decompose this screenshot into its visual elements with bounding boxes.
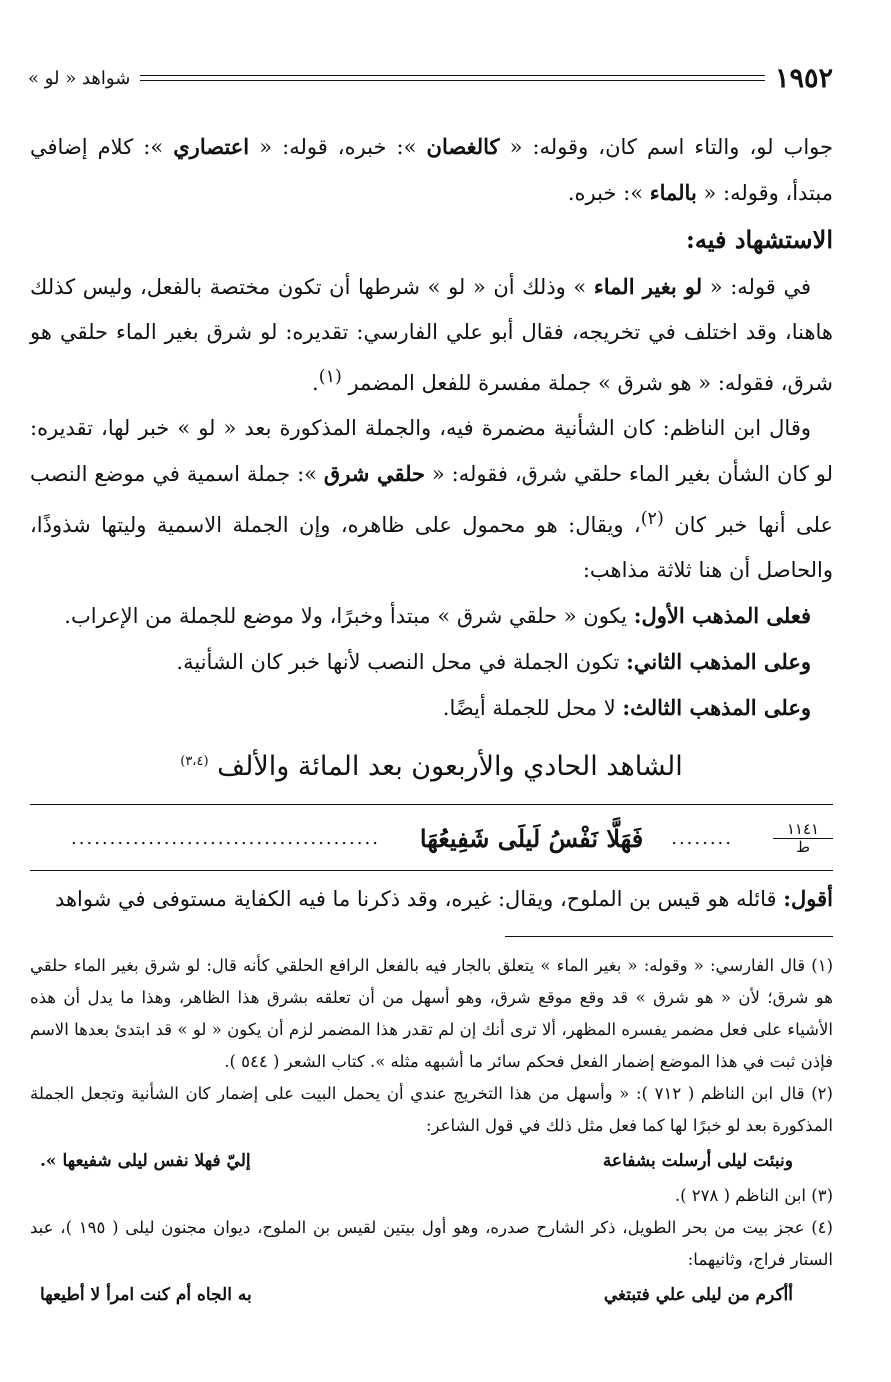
header-rule [140,75,765,81]
page-number: ١٩٥٢ [774,62,833,94]
verse-second-half: به الجاه أم كنت امرأ لا أطيعها [40,1285,252,1305]
footnote-3: (٣) ابن الناظم ( ٢٧٨ ). [674,1186,833,1205]
footnote-4-verse [30,1276,833,1314]
section-heading: الاستشهاد فيه: [686,225,833,254]
paragraph-2: في قوله: « لو بغير الماء » وذلك أن « لو » شرطها أن تكون مختصة بالفعل، وليس كذلك هاهنا، وقد اختلف في تخريجه، فقال أبو علي الفارسي: تقديره: لو شرق بغير الماء حلقي هو شرق، فقوله: « هو شرق » جملة مفسرة للفعل المضمر $^{(١)}$. [30,274,833,395]
verse-number: ١١٤١ ط [773,821,833,856]
footnote-1: (١) قال الفارسي: « وقوله: « بغير الماء » يتعلق بالجار فيه بالفعل الرافع الحلقي كأنه قال: لو شرق بغير الماء حلقي هو شرق؛ لأن « هو شرق » قد وقع موقع شرق، وهو أسهل من أن تعلقه بشرق هذا الظاهر، وهذا ما يدل أن هذه الأشياء على فعل مضمر يفسره المظهر، ألا ترى أنك إن لم تقدر هذا المضمر لزم أن يكون « لو » قد ابتدئ بعدها الاسم فإذن ثبت في هذا الموضع إضمار الفعل فحكم سائر ما أشبهه مثله ». كتاب الشعر ( ٥٤٤ ). [30,956,833,1071]
verse-text: فَهَلَّا نَفْسُ لَيلَى شَفِيعُهَا [419,823,644,853]
witness-footnote-refs: (٣،٤) [180,754,209,769]
verse-first-half: أأكرم من ليلى علي فتبتغي [603,1285,793,1305]
footnote-2-verse [30,1142,833,1180]
madhhab-1: فعلى المذهب الأول: يكون « حلقي شرق » مبتدأ وخبرًا، ولا موضع للجملة من الإعراب. [64,603,811,628]
page-header [28,58,833,98]
paragraph-3: وقال ابن الناظم: كان الشأنية مضمرة فيه، والجملة المذكورة بعد « لو » خبر لها، تقديره: لو كان الشأن بغير الماء حلقي شرق، فقوله: « حلقي شرق »: جملة اسمية في موضع النصب على أنها خبر كان $^{(٢)}$، ويقال: هو محمول على ظاهره، وإن الجملة الاسمية وليتها شذوذًا، والحاصل أن هنا ثلاثة مذاهب: [30,416,833,582]
verse-bottom-rule [30,870,833,871]
intro-paragraph: أقول: قائله هو قيس بن الملوح، ويقال: غيره، وقد ذكرنا ما فيه الكفاية مستوفى في شواهد [54,886,833,911]
madhhab-3: وعلى المذهب الثالث: لا محل للجملة أيضًا. [442,695,811,720]
verse-dots-left: ........................................ [71,827,380,849]
madhhab-2: وعلى المذهب الثاني: تكون الجملة في محل النصب لأنها خبر كان الشأنية. [176,649,811,674]
verse-first-half: ونبئت ليلى أرسلت بشفاعة [602,1151,793,1171]
footnote-rule [505,936,833,937]
verse-top-rule [30,804,833,805]
footnote-2: (٢) قال ابن الناظم ( ٧١٢ ): « وأسهل من هذا التخريج عندي أن يحمل البيت على إضمار كان الشأنية وتجعل الجملة المذكورة بعد لو خبرًا لها كما فعل مثل ذلك في قول الشاعر: [30,1084,833,1135]
verse-line [30,808,833,868]
footnote-4: (٤) عجز بيت من بحر الطويل، ذكر الشارح صدره، وهو أول بيتين لقيس بن الملوح، ديوان مجنون ليلى ( ١٩٥ )، عبد الستار فراج، وثانيهما: [30,1218,833,1269]
footnote-ref-1: (١) [318,367,342,387]
paragraph-1: جواب لو، والتاء اسم كان، وقوله: « كالغصان »: خبره، قوله: « اعتصاري »: كلام إضافي مبتدأ، وقوله: « بالماء »: خبره. [30,134,833,205]
witness-title: الشاهد الحادي والأربعون بعد المائة والألف $^{(٣،٤)}$ [180,751,683,782]
verse-dots-right: ........ [671,827,733,849]
verse-second-half: إليّ فهلا نفس ليلى شفيعها ». [40,1151,251,1171]
footnote-ref-2: (٢) [640,509,664,529]
main-text [30,124,833,796]
footnotes [30,950,833,1314]
running-title: شواهد « لو » [28,67,131,89]
